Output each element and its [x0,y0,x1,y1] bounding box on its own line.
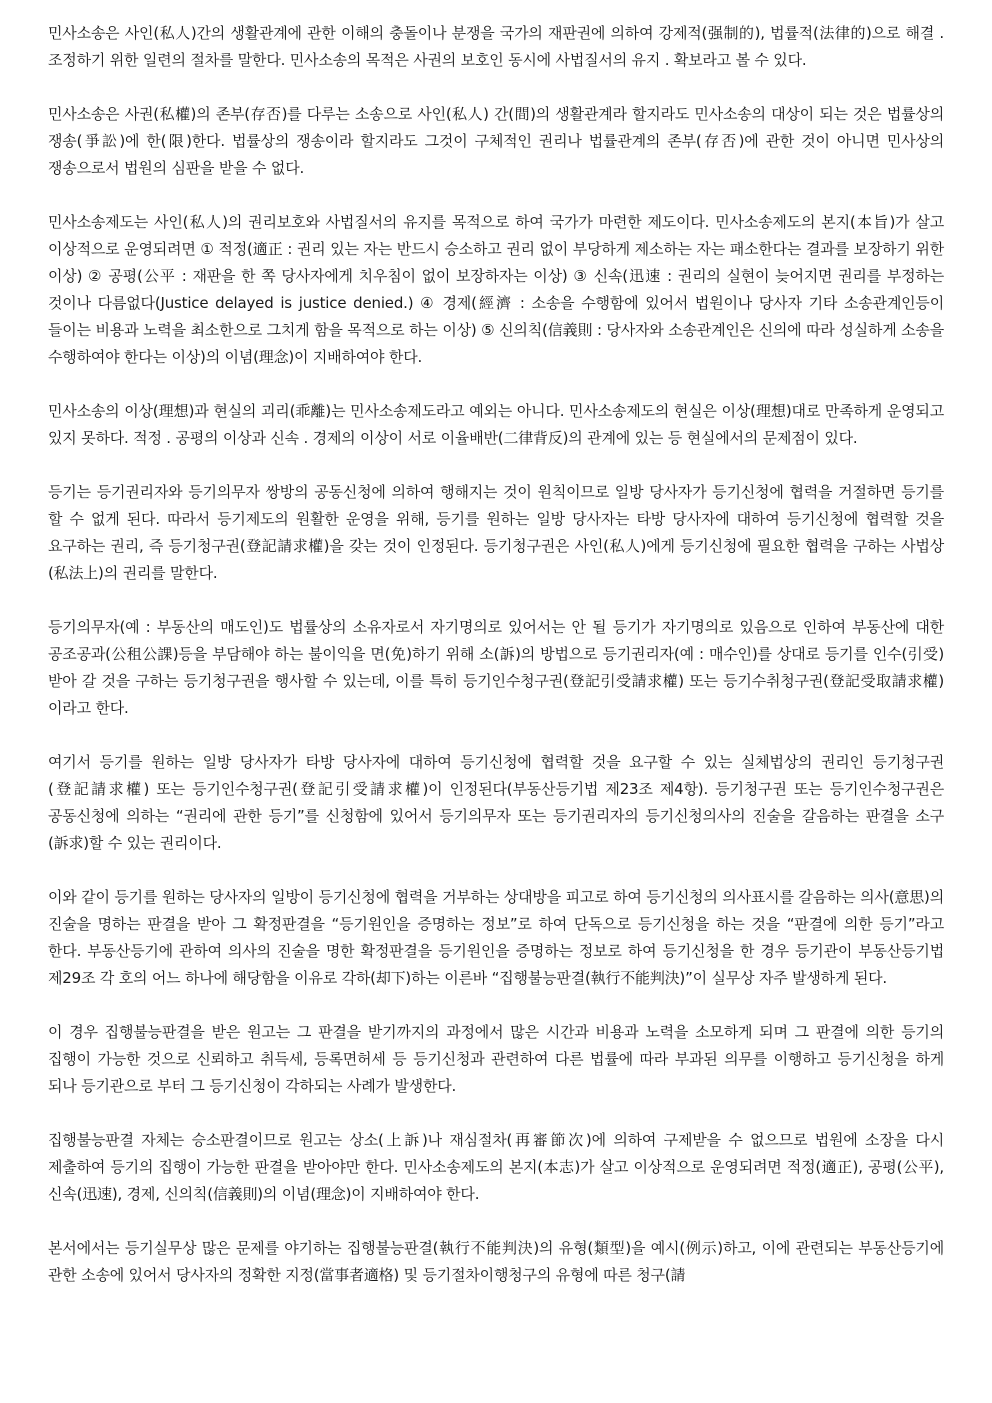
paragraph-7: 여기서 등기를 원하는 일방 당사자가 타방 당사자에 대하여 등기신청에 협력할 것을 요구할 수 있는 실체법상의 권리인 등기청구권(登記請求權) 또는 등기인수청구권(登記引受請求權)이 인정된다(부동산등기법 제23조 제4항). 등기청구권 또는 등기인수청구권은 공동신청에 의하는 “권리에 관한 등기”를 신청함에 있어서 등기의무자 또는 등기권리자의 등기신청의사의 진술을 갈음하는 판결을 소구(訴求)할 수 있는 권리이다. [48,753,944,852]
paragraph-10: 집행불능판결 자체는 승소판결이므로 원고는 상소(上訴)나 재심절차(再審節次)에 의하여 구제받을 수 없으므로 법원에 소장을 다시 제출하여 등기의 집행이 가능한 판결을 받아야만 한다. 민사소송제도의 본지(本志)가 살고 이상적으로 운영되려면 적정(適正), 공평(公平), 신속(迅速), 경제, 신의칙(信義則)의 이념(理念)이 지배하여야 한다. [48,1131,944,1203]
paragraph-3: 민사소송제도는 사인(私人)의 권리보호와 사법질서의 유지를 목적으로 하여 국가가 마련한 제도이다. 민사소송제도의 본지(本旨)가 살고 이상적으로 운영되려면 ① 적정(適正 : 권리 있는 자는 반드시 승소하고 권리 없이 부당하게 제소하는 자는 패소한다는 결과를 보장하기 위한 이상) ② 공평(公平 : 재판을 한 쪽 당사자에게 치우침이 없이 보장하자는 이상) ③ 신속(迅速 : 권리의 실현이 늦어지면 권리를 부정하는 것이나 다름없다(Justice delayed is justice denied.) ④ 경제(經濟 : 소송을 수행함에 있어서 법원이나 당사자 기타 소송관계인등이 들이는 비용과 노력을 최소한으로 그치게 함을 목적으로 하는 이상) ⑤ 신의칙(信義則 : 당사자와 소송관계인은 신의에 따라 성실하게 소송을 수행하여야 한다는 이상)의 이념(理念)이 지배하여야 한다. [48,213,944,366]
paragraph-5: 등기는 등기권리자와 등기의무자 쌍방의 공동신청에 의하여 행해지는 것이 원칙이므로 일방 당사자가 등기신청에 협력을 거절하면 등기를 할 수 없게 된다. 따라서 등기제도의 원활한 운영을 위해, 등기를 원하는 일방 당사자는 타방 당사자에 대하여 등기신청에 협력할 것을 요구하는 권리, 즉 등기청구권(登記請求權)을 갖는 것이 인정된다. 등기청구권은 사인(私人)에게 등기신청에 필요한 협력을 구하는 사법상(私法上)의 권리를 말한다. [48,483,944,582]
paragraph-1: 민사소송은 사인(私人)간의 생활관계에 관한 이해의 충돌이나 분쟁을 국가의 재판권에 의하여 강제적(强制的), 법률적(法律的)으로 해결 . 조정하기 위한 일련의 절차를 말한다. 민사소송의 목적은 사권의 보호인 동시에 사법질서의 유지 . 확보라고 볼 수 있다. [48,24,944,69]
paragraph-8: 이와 같이 등기를 원하는 당사자의 일방이 등기신청에 협력을 거부하는 상대방을 피고로 하여 등기신청의 의사표시를 갈음하는 의사(意思)의 진술을 명하는 판결을 받아 그 확정판결을 “등기원인을 증명하는 정보”로 하여 단독으로 등기신청을 하는 것을 “판결에 의한 등기”라고 한다. 부동산등기에 관하여 의사의 진술을 명한 확정판결을 등기원인을 증명하는 정보로 하여 등기신청을 한 경우 등기관이 부동산등기법 제29조 각 호의 어느 하나에 해당함을 이유로 각하(却下)하는 이른바 “집행불능판결(執行不能判決)”이 실무상 자주 발생하게 된다. [48,888,944,987]
paragraph-6: 등기의무자(예 : 부동산의 매도인)도 법률상의 소유자로서 자기명의로 있어서는 안 될 등기가 자기명의로 있음으로 인하여 부동산에 대한 공조공과(公租公課)등을 부담해야 하는 불이익을 면(免)하기 위해 소(訴)의 방법으로 등기권리자(예 : 매수인)를 상대로 등기를 인수(引受)받아 갈 것을 구하는 등기청구권을 행사할 수 있는데, 이를 특히 등기인수청구권(登記引受請求權) 또는 등기수취청구권(登記受取請求權)이라고 한다. [48,618,944,717]
document-body [48,20,944,1316]
paragraph-9: 이 경우 집행불능판결을 받은 원고는 그 판결을 받기까지의 과정에서 많은 시간과 비용과 노력을 소모하게 되며 그 판결에 의한 등기의 집행이 가능한 것으로 신뢰하고 취득세, 등록면허세 등 등기신청과 관련하여 다른 법률에 따라 부과된 의무를 이행하고 등기신청을 하게 되나 등기관으로 부터 그 등기신청이 각하되는 사례가 발생한다. [48,1023,945,1095]
paragraph-2: 민사소송은 사권(私權)의 존부(存否)를 다루는 소송으로 사인(私人) 간(間)의 생활관계라 할지라도 민사소송의 대상이 되는 것은 법률상의 쟁송(爭訟)에 한(限)한다. 법률상의 쟁송이라 할지라도 그것이 구체적인 권리나 법률관계의 존부(存否)에 관한 것이 아니면 민사상의 쟁송으로서 법원의 심판을 받을 수 없다. [48,105,944,177]
paragraph-4: 민사소송의 이상(理想)과 현실의 괴리(乖離)는 민사소송제도라고 예외는 아니다. 민사소송제도의 현실은 이상(理想)대로 만족하게 운영되고 있지 못하다. 적정 . 공평의 이상과 신속 . 경제의 이상이 서로 이율배반(二律背反)의 관계에 있는 등 현실에서의 문제점이 있다. [48,402,944,447]
paragraph-11: 본서에서는 등기실무상 많은 문제를 야기하는 집행불능판결(執行不能判決)의 유형(類型)을 예시(例示)하고, 이에 관련되는 부동산등기에 관한 소송에 있어서 당사자의 정확한 지정(當事者適格) 및 등기절차이행청구의 유형에 따른 청구(請 [48,1239,944,1284]
